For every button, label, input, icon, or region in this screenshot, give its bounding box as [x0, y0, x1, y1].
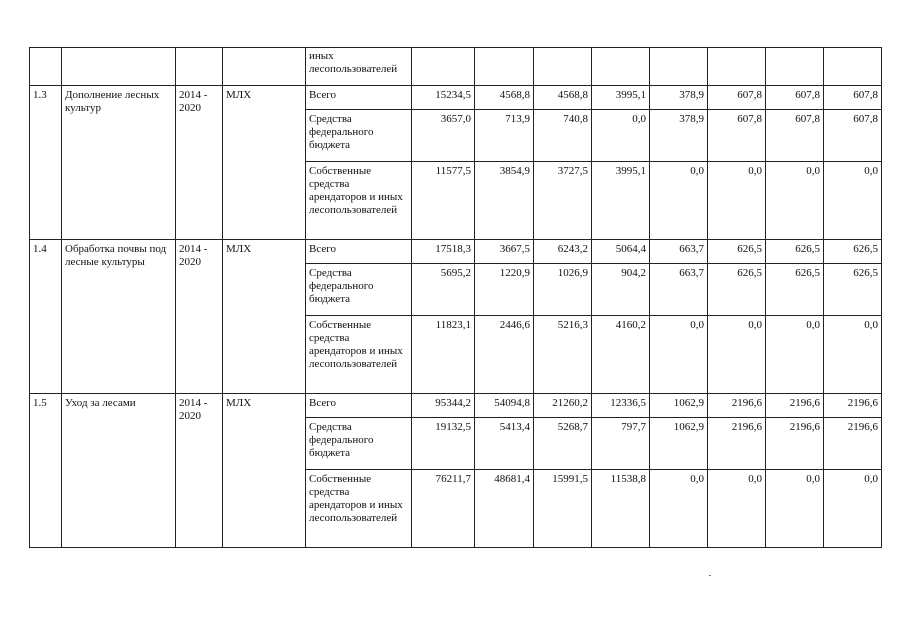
name-cell: Обработка почвы под лесные культуры: [62, 240, 176, 394]
value-cell: 0,0: [824, 162, 882, 240]
source-cell: Собственные средства арендаторов и иных лесопользователей: [306, 316, 412, 394]
value-cell: 6243,2: [534, 240, 592, 264]
table-row: [30, 48, 882, 86]
value-cell: 3727,5: [534, 162, 592, 240]
value-cell: [766, 48, 824, 86]
value-cell: 607,8: [708, 110, 766, 162]
value-cell: 0,0: [766, 316, 824, 394]
value-cell: [824, 48, 882, 86]
value-cell: 740,8: [534, 110, 592, 162]
value-cell: [475, 48, 534, 86]
years-cell: 2014 - 2020: [176, 394, 223, 548]
years-cell: [176, 48, 223, 86]
table-row: [30, 240, 882, 264]
value-cell: 626,5: [766, 240, 824, 264]
value-cell: 378,9: [650, 110, 708, 162]
value-cell: 11823,1: [412, 316, 475, 394]
source-cell: Средства федерального бюджета: [306, 264, 412, 316]
code-cell: 1.3: [30, 86, 62, 240]
years-cell: 2014 - 2020: [176, 86, 223, 240]
value-cell: 0,0: [650, 470, 708, 548]
value-cell: 0,0: [824, 470, 882, 548]
source-cell: Собственные средства арендаторов и иных лесопользователей: [306, 162, 412, 240]
source-cell: Средства федерального бюджета: [306, 418, 412, 470]
value-cell: 1026,9: [534, 264, 592, 316]
name-cell: Дополнение лесных культур: [62, 86, 176, 240]
table-row: [30, 394, 882, 418]
value-cell: 663,7: [650, 240, 708, 264]
name-cell: Уход за лесами: [62, 394, 176, 548]
value-cell: 4160,2: [592, 316, 650, 394]
value-cell: 4568,8: [475, 86, 534, 110]
value-cell: 2196,6: [766, 418, 824, 470]
value-cell: 0,0: [766, 162, 824, 240]
value-cell: 607,8: [766, 110, 824, 162]
value-cell: 0,0: [592, 110, 650, 162]
value-cell: 19132,5: [412, 418, 475, 470]
source-cell: Средства федерального бюджета: [306, 110, 412, 162]
source-cell: Всего: [306, 240, 412, 264]
value-cell: [650, 48, 708, 86]
value-cell: 76211,7: [412, 470, 475, 548]
source-cell: иных лесопользователей: [306, 48, 412, 86]
value-cell: 12336,5: [592, 394, 650, 418]
value-cell: 0,0: [650, 316, 708, 394]
value-cell: 797,7: [592, 418, 650, 470]
name-cell: [62, 48, 176, 86]
table-row: [30, 86, 882, 110]
executor-cell: МЛХ: [223, 394, 306, 548]
value-cell: 626,5: [824, 264, 882, 316]
value-cell: 3995,1: [592, 86, 650, 110]
value-cell: [708, 48, 766, 86]
value-cell: 1062,9: [650, 418, 708, 470]
value-cell: 2446,6: [475, 316, 534, 394]
code-cell: 1.5: [30, 394, 62, 548]
value-cell: 0,0: [824, 316, 882, 394]
value-cell: 54094,8: [475, 394, 534, 418]
program-funding-table: [29, 47, 882, 548]
years-cell: 2014 - 2020: [176, 240, 223, 394]
value-cell: 626,5: [708, 264, 766, 316]
value-cell: 3995,1: [592, 162, 650, 240]
value-cell: 626,5: [824, 240, 882, 264]
value-cell: 95344,2: [412, 394, 475, 418]
value-cell: 0,0: [766, 470, 824, 548]
value-cell: 713,9: [475, 110, 534, 162]
value-cell: 1062,9: [650, 394, 708, 418]
value-cell: 607,8: [766, 86, 824, 110]
value-cell: 5695,2: [412, 264, 475, 316]
value-cell: 663,7: [650, 264, 708, 316]
value-cell: 11577,5: [412, 162, 475, 240]
value-cell: [412, 48, 475, 86]
value-cell: 607,8: [824, 86, 882, 110]
source-cell: Собственные средства арендаторов и иных лесопользователей: [306, 470, 412, 548]
value-cell: 2196,6: [708, 418, 766, 470]
table-body: [30, 48, 882, 548]
executor-cell: МЛХ: [223, 86, 306, 240]
source-cell: Всего: [306, 86, 412, 110]
value-cell: 5268,7: [534, 418, 592, 470]
source-cell: Всего: [306, 394, 412, 418]
value-cell: 626,5: [766, 264, 824, 316]
value-cell: 5413,4: [475, 418, 534, 470]
value-cell: 17518,3: [412, 240, 475, 264]
value-cell: 5064,4: [592, 240, 650, 264]
value-cell: [592, 48, 650, 86]
value-cell: 15234,5: [412, 86, 475, 110]
value-cell: 0,0: [708, 470, 766, 548]
value-cell: 3657,0: [412, 110, 475, 162]
value-cell: 11538,8: [592, 470, 650, 548]
executor-cell: [223, 48, 306, 86]
value-cell: 48681,4: [475, 470, 534, 548]
value-cell: 2196,6: [708, 394, 766, 418]
value-cell: 2196,6: [824, 394, 882, 418]
value-cell: 607,8: [708, 86, 766, 110]
value-cell: 0,0: [650, 162, 708, 240]
value-cell: [534, 48, 592, 86]
scan-speck: [709, 575, 711, 576]
value-cell: 21260,2: [534, 394, 592, 418]
value-cell: 378,9: [650, 86, 708, 110]
value-cell: 5216,3: [534, 316, 592, 394]
value-cell: 4568,8: [534, 86, 592, 110]
value-cell: 1220,9: [475, 264, 534, 316]
executor-cell: МЛХ: [223, 240, 306, 394]
value-cell: 15991,5: [534, 470, 592, 548]
value-cell: 607,8: [824, 110, 882, 162]
value-cell: 0,0: [708, 316, 766, 394]
value-cell: 904,2: [592, 264, 650, 316]
value-cell: 626,5: [708, 240, 766, 264]
code-cell: 1.4: [30, 240, 62, 394]
value-cell: 2196,6: [824, 418, 882, 470]
value-cell: 3667,5: [475, 240, 534, 264]
code-cell: [30, 48, 62, 86]
value-cell: 2196,6: [766, 394, 824, 418]
value-cell: 3854,9: [475, 162, 534, 240]
value-cell: 0,0: [708, 162, 766, 240]
